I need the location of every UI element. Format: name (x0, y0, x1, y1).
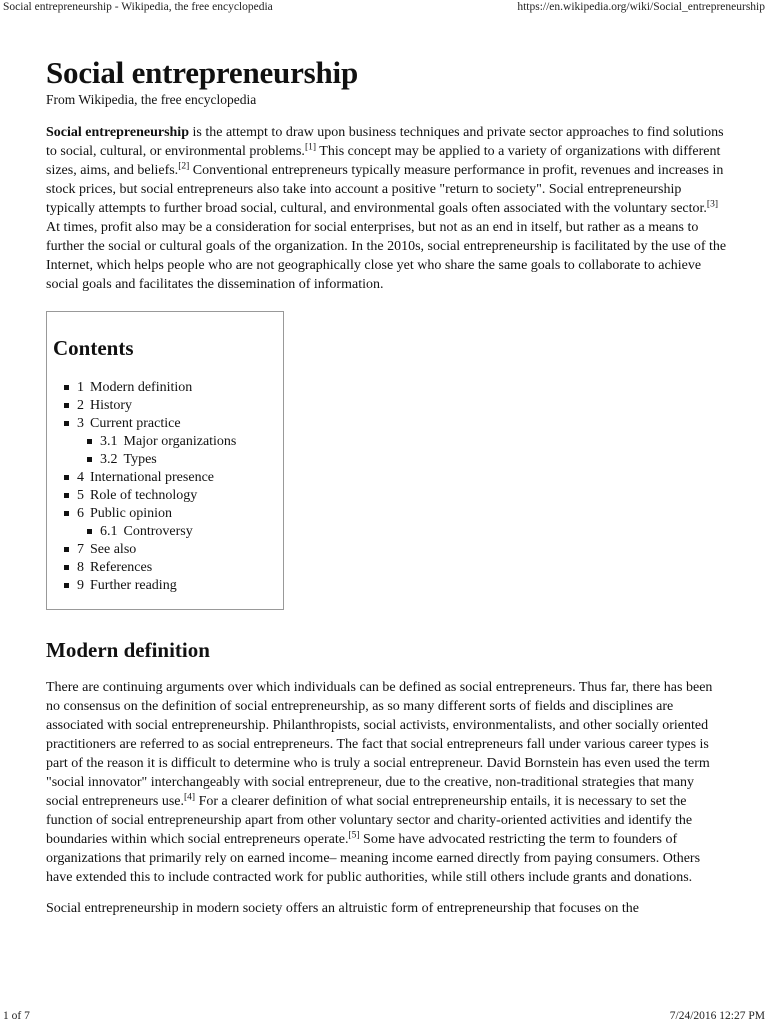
toc-item-number: 2 (77, 398, 84, 413)
toc-item-4[interactable] (77, 469, 283, 487)
toc-item-8[interactable] (77, 559, 283, 577)
section-heading-modern-definition: Modern definition (46, 638, 210, 662)
intro-text-4: At times, profit also may be a consideration for social enterprises, but not as an end in itself, but rather as a means to further the social or cultural goals of the organization. In the 2010s, social entrepreneurship is facilitated by the use of the Internet, which helps people who are not geographically close yet who share the same goals to collaborate to achieve social goals and facilitates the dissemination of information. (46, 220, 727, 292)
print-footer (0, 1008, 768, 1024)
print-timestamp: 7/24/2016 12:27 PM (669, 1010, 765, 1022)
toc-item-label: Major organizations (123, 434, 237, 449)
toc-item-label: Further reading (90, 578, 177, 593)
toc-item-number: 3 (77, 416, 84, 431)
toc-item-number: 4 (77, 470, 84, 485)
toc-item-number: 8 (77, 560, 84, 575)
bullet-icon (64, 565, 69, 570)
modern-definition-paragraph-2: Social entrepreneurship in modern society offers an altruistic form of entrepreneurship that focuses on the (46, 901, 639, 916)
reference-link-2[interactable]: [2] (178, 161, 190, 172)
page-title: Social entrepreneurship (46, 55, 359, 90)
print-header (0, 0, 768, 16)
toc-item-number: 9 (77, 578, 84, 593)
toc-item-number: 6.1 (100, 524, 118, 539)
toc-item-number: 7 (77, 542, 84, 557)
intro-lead-term: Social entrepreneurship (46, 125, 189, 140)
toc-item-number: 3.1 (100, 434, 118, 449)
toc-item-2[interactable] (77, 397, 283, 415)
toc-item-label: Role of technology (90, 488, 198, 503)
toc-item-label: Current practice (90, 416, 181, 431)
reference-link-3[interactable]: [3] (706, 199, 718, 210)
bullet-icon (64, 583, 69, 588)
toc-item-number: 6 (77, 506, 84, 521)
toc-item-label: International presence (90, 470, 214, 485)
toc-item-label: History (90, 398, 132, 413)
bullet-icon (64, 493, 69, 498)
print-header-url: https://en.wikipedia.org/wiki/Social_entrepreneurship (517, 1, 765, 13)
modern-text-2: For a clearer definition of what social entrepreneurship entails, it is necessary to set the function of social entrepreneurship apart from other voluntary sector and charity-oriented activities and identify the boundaries within which social entrepreneurs operate. (46, 794, 693, 847)
toc-item-number: 3.2 (100, 452, 118, 467)
toc-item-label: References (90, 560, 153, 575)
toc-item-3-2[interactable] (100, 451, 283, 469)
bullet-icon (87, 439, 92, 444)
article-content (46, 56, 728, 918)
toc-item-label: Controversy (123, 524, 193, 539)
reference-link-5[interactable]: [5] (348, 830, 360, 841)
intro-text-3: Conventional entrepreneurs typically measure performance in profit, revenues and increases in stock prices, but social entrepreneurs also take into account a positive "return to society". Social entrepreneurship typically attempts to further broad social, cultural, and environmental goals often associated with the voluntary sector. (46, 163, 724, 216)
toc-item-6-1[interactable] (100, 523, 283, 541)
toc-item-3[interactable] (77, 415, 283, 469)
print-header-title: Social entrepreneurship - Wikipedia, the free encyclopedia (3, 1, 273, 13)
reference-link-4[interactable]: [4] (184, 792, 196, 803)
toc-item-label: See also (90, 542, 137, 557)
toc-list (53, 379, 283, 595)
bullet-icon (64, 403, 69, 408)
toc-item-9[interactable] (77, 577, 283, 595)
toc-item-number: 5 (77, 488, 84, 503)
bullet-icon (87, 529, 92, 534)
toc-sublist (77, 523, 283, 541)
toc-title: Contents (53, 336, 134, 360)
toc-item-1[interactable] (77, 379, 283, 397)
modern-definition-paragraph-1 (46, 678, 728, 887)
bullet-icon (64, 511, 69, 516)
reference-link-1[interactable]: [1] (304, 142, 317, 153)
toc-item-number: 1 (77, 380, 84, 395)
page-subtitle: From Wikipedia, the free encyclopedia (46, 92, 257, 107)
bullet-icon (64, 421, 69, 426)
bullet-icon (64, 475, 69, 480)
modern-text-3: Some have advocated restricting the term to founders of organizations that primarily rely on earned income– meaning income earned directly from paying consumers. Others have extended this to include contracted work for public authorities, while still others include grants and donations. (46, 832, 701, 885)
page-number: 1 of 7 (3, 1010, 30, 1022)
bullet-icon (64, 547, 69, 552)
toc-item-label: Public opinion (90, 506, 173, 521)
bullet-icon (87, 457, 92, 462)
toc-item-label: Types (123, 452, 157, 467)
toc-sublist (77, 433, 283, 469)
bullet-icon (64, 385, 69, 390)
table-of-contents (46, 311, 284, 610)
toc-item-7[interactable] (77, 541, 283, 559)
modern-text-1: There are continuing arguments over which individuals can be defined as social entrepreneurs. Thus far, there has been no consensus on the definition of social entrepreneurship, as so many different sorts of fields and disciplines are associated with social entrepreneurship. Philanthropists, social activists, environmentalists, and other socially oriented practitioners are referred to as social entrepreneurs. The fact that social entrepreneurs fall under various career types is part of the reason it is difficult to determine who is truly a social entrepreneur. David Bornstein has even used the term "social innovator" interchangeably with social entrepreneur, due to the creative, non-traditional strategies that many social entrepreneurs use. (46, 680, 713, 809)
toc-item-5[interactable] (77, 487, 283, 505)
toc-item-3-1[interactable] (100, 433, 283, 451)
intro-text-1: is the attempt to draw upon business techniques and private sector approaches to find solutions to social, cultural, or environmental problems. (46, 125, 724, 159)
intro-paragraph (46, 123, 728, 294)
toc-item-label: Modern definition (90, 380, 193, 395)
toc-item-6[interactable] (77, 505, 283, 541)
intro-text-2: This concept may be applied to a variety of organizations with different sizes, aims, and beliefs. (46, 144, 721, 178)
